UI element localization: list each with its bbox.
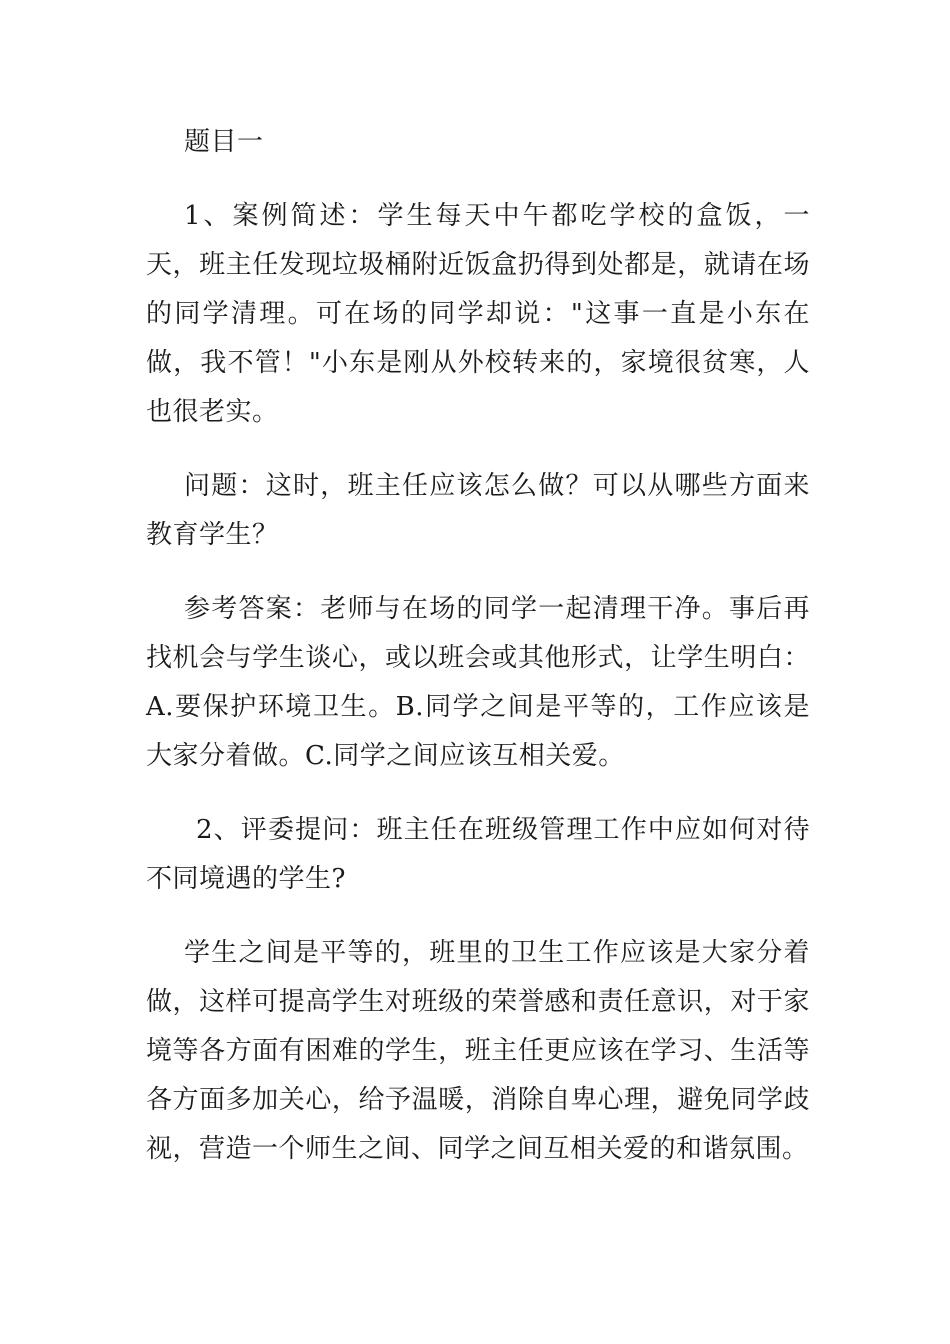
document-title: 题目一 bbox=[184, 127, 264, 157]
question-paragraph: 问题：这时，班主任应该怎么做？可以从哪些方面来教育学生？ bbox=[146, 471, 810, 550]
case-description-paragraph: 1、案例简述：学生每天中午都吃学校的盒饭，一天，班主任发现垃圾桶附近饭盒扔得到处都是，就请在场的同学清理。可在场的同学却说："这事一直是小东在做，我不管！"小东是刚从外校转来的，家境很贫寒，人也很老实。 bbox=[146, 201, 810, 427]
judge-answer-paragraph: 学生之间是平等的，班里的卫生工作应该是大家分着做，这样可提高学生对班级的荣誉感和责任意识，对于家境等各方面有困难的学生，班主任更应该在学习、生活等各方面多加关心，给予温暖，消除自卑心理，避免同学歧视，营造一个师生之间、同学之间互相关爱的和谐氛围。 bbox=[146, 938, 810, 1164]
reference-answer-paragraph: 参考答案：老师与在场的同学一起清理干净。事后再找机会与学生谈心，或以班会或其他形式，让学生明白：A.要保护环境卫生。B.同学之间是平等的，工作应该是大家分着做。C.同学之间应该互相关爱。 bbox=[146, 594, 810, 771]
document-body bbox=[146, 118, 810, 1199]
judge-question-paragraph: 2、评委提问：班主任在班级管理工作中应如何对待不同境遇的学生? bbox=[146, 815, 810, 894]
